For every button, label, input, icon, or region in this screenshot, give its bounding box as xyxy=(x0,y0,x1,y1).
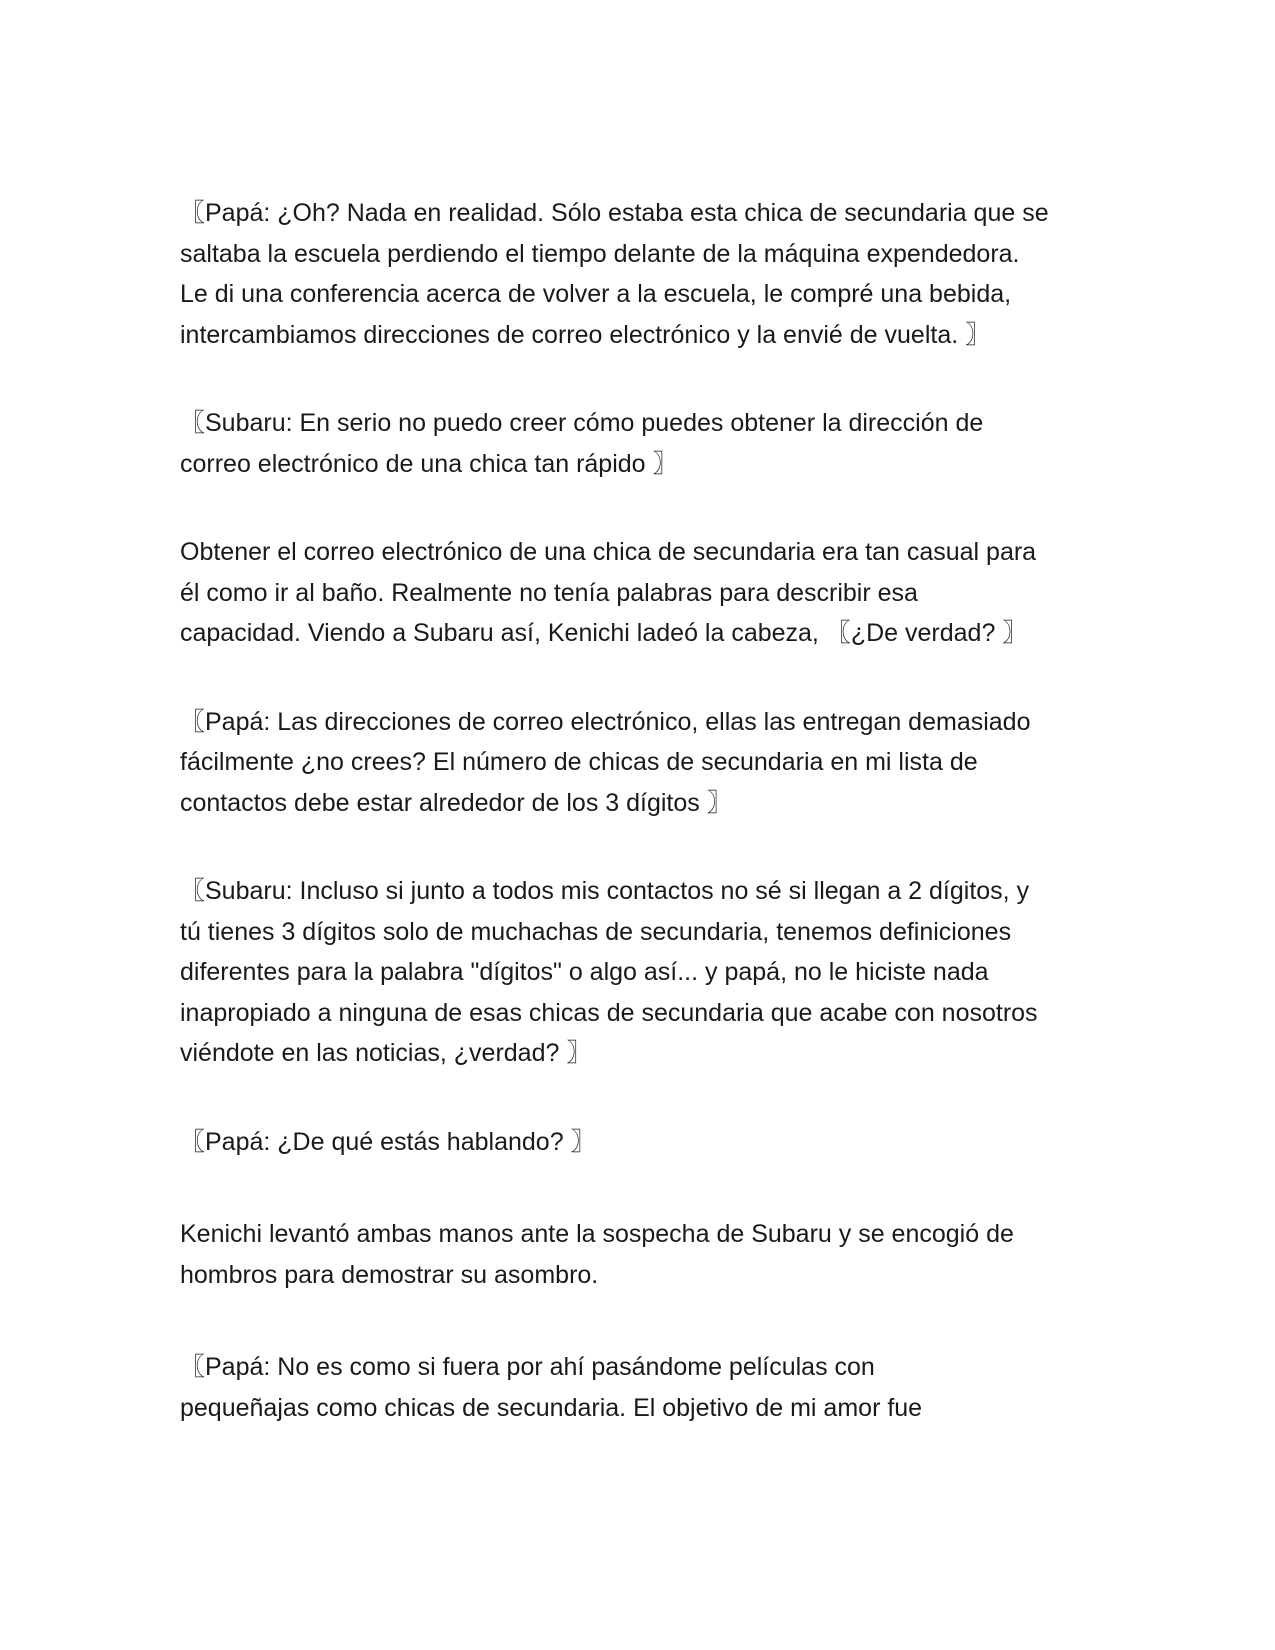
paragraph-line: intercambiamos direcciones de correo electrónico y la envié de vuelta. 〗 xyxy=(180,320,991,349)
paragraph-line: 〖Papá: ¿Oh? Nada en realidad. Sólo estaba esta chica de secundaria que se xyxy=(180,199,1049,227)
paragraph-line: Kenichi levantó ambas manos ante la sospecha de Subaru y se encogió de xyxy=(180,1220,1014,1248)
paragraph-line: saltaba la escuela perdiendo el tiempo delante de la máquina expendedora. xyxy=(180,239,1020,268)
paragraph-6 xyxy=(180,1122,1110,1163)
document-body xyxy=(180,193,1110,1428)
paragraph-line: 〖Subaru: En serio no puedo creer cómo puedes obtener la dirección de xyxy=(180,409,984,437)
paragraph-spacer xyxy=(180,355,1110,403)
paragraph-2 xyxy=(180,403,1110,484)
paragraph-5 xyxy=(180,871,1110,1074)
paragraph-line: viéndote en las noticias, ¿verdad? 〗 xyxy=(180,1039,592,1067)
paragraph-1 xyxy=(180,193,1110,355)
paragraph-line: diferentes para la palabra "dígitos" o algo así... y papá, no le hiciste nada xyxy=(180,958,989,986)
paragraph-7 xyxy=(180,1214,1110,1295)
paragraph-spacer xyxy=(180,1074,1110,1122)
paragraph-line: correo electrónico de una chica tan rápido 〗 xyxy=(180,449,678,478)
paragraph-line: Le di una conferencia acerca de volver a la escuela, le compré una bebida, xyxy=(180,280,1012,308)
paragraph-spacer xyxy=(180,654,1110,702)
paragraph-spacer xyxy=(180,1162,1110,1214)
paragraph-line: tú tienes 3 dígitos solo de muchachas de secundaria, tenemos definiciones xyxy=(180,917,1012,946)
paragraph-spacer xyxy=(180,823,1110,871)
paragraph-line: fácilmente ¿no crees? El número de chicas de secundaria en mi lista de xyxy=(180,748,978,776)
paragraph-line: 〖Papá: ¿De qué estás hablando? 〗 xyxy=(180,1127,596,1156)
paragraph-line: capacidad. Viendo a Subaru así, Kenichi ladeó la cabeza, 〖¿De verdad? 〗 xyxy=(180,619,1028,647)
paragraph-line: contactos debe estar alrededor de los 3 dígitos 〗 xyxy=(180,788,732,817)
paragraph-line: pequeñajas como chicas de secundaria. El objetivo de mi amor fue xyxy=(180,1393,923,1422)
paragraph-spacer xyxy=(180,1295,1110,1347)
paragraph-4 xyxy=(180,702,1110,824)
paragraph-line: hombros para demostrar su asombro. xyxy=(180,1260,599,1289)
paragraph-line: inapropiado a ninguna de esas chicas de secundaria que acabe con nosotros xyxy=(180,998,1038,1027)
paragraph-line: 〖Subaru: Incluso si junto a todos mis contactos no sé si llegan a 2 dígitos, y xyxy=(180,877,1030,905)
paragraph-line: Obtener el correo electrónico de una chica de secundaria era tan casual para xyxy=(180,538,1037,566)
paragraph-line: él como ir al baño. Realmente no tenía palabras para describir esa xyxy=(180,578,918,607)
paragraph-spacer xyxy=(180,484,1110,532)
paragraph-3 xyxy=(180,532,1110,654)
paragraph-line: 〖Papá: Las direcciones de correo electrónico, ellas las entregan demasiado xyxy=(180,707,1031,736)
paragraph-8 xyxy=(180,1347,1110,1428)
paragraph-line: 〖Papá: No es como si fuera por ahí pasándome películas con xyxy=(180,1353,875,1381)
